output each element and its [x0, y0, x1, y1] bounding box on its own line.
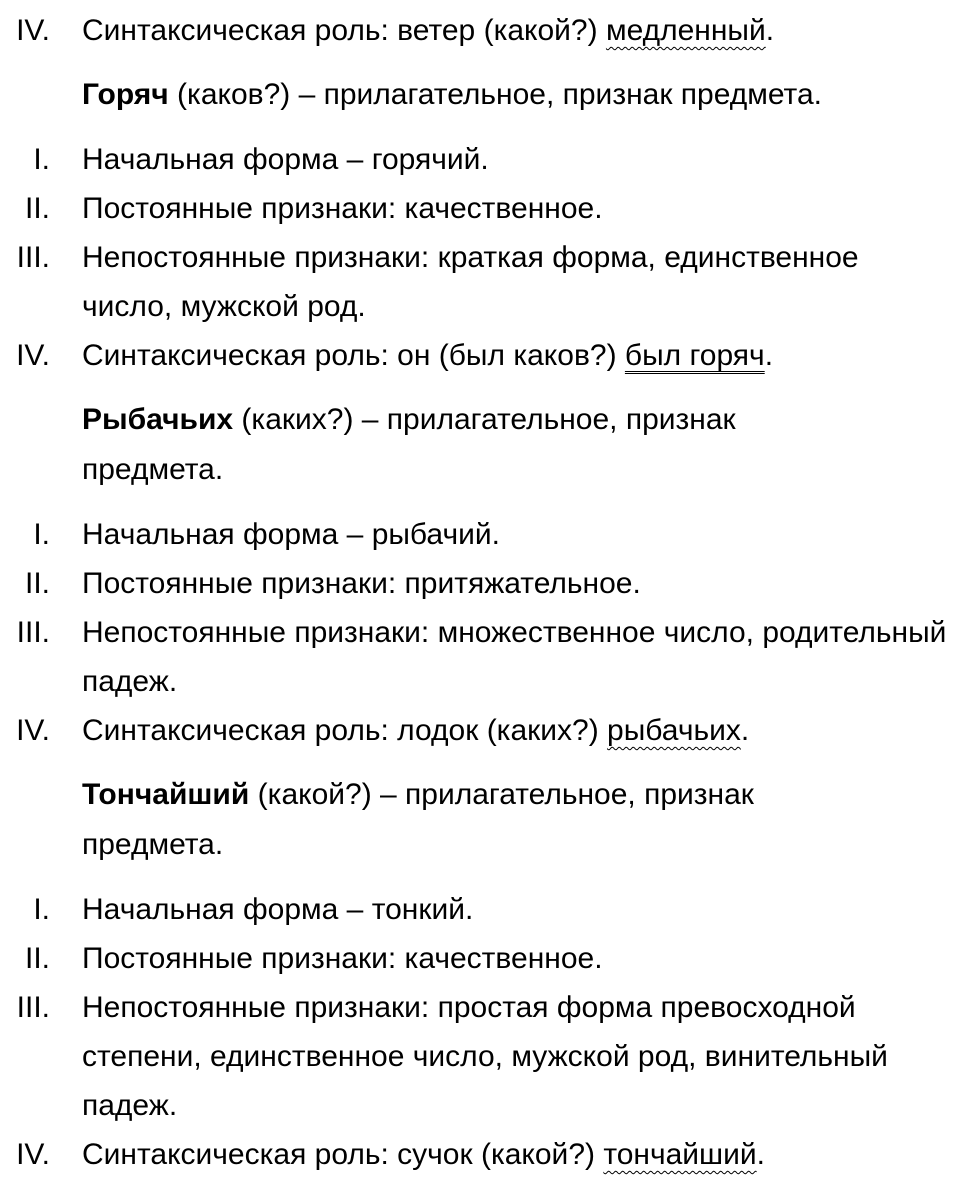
item-text: Начальная форма – тонкий. [82, 893, 474, 926]
word-description: (какой?) – прилагательное, признак предмета. [82, 778, 754, 861]
document-page [0, 6, 960, 1179]
definition-underline: тончайший [603, 1138, 757, 1171]
item-text: Постоянные признаки: притяжательное. [82, 567, 641, 600]
list-item [0, 6, 960, 55]
list-item [0, 983, 960, 1130]
item-number: IV. [16, 14, 50, 47]
analyzed-word: Рыбачьих [82, 403, 234, 436]
list-item [0, 184, 960, 233]
list-item [0, 1130, 960, 1179]
list-item [0, 608, 960, 706]
predicate-underline: был горяч [624, 339, 765, 372]
item-text: Синтаксическая роль: он (был каков?) был горяч. [82, 339, 774, 372]
word-description: (каков?) – прилагательное, признак предмета. [168, 78, 822, 111]
analyzed-word: Горяч [82, 78, 169, 111]
item-text: Постоянные признаки: качественное. [82, 942, 603, 975]
item-number: II. [24, 192, 50, 225]
item-text: Начальная форма – горячий. [82, 143, 489, 176]
word-description: (каких?) – прилагательное, признак предмета. [82, 403, 736, 486]
list-item [0, 233, 960, 331]
list-item [0, 885, 960, 934]
list-item [0, 135, 960, 184]
item-number: I. [33, 518, 50, 551]
definition-underline: медленный [605, 14, 766, 47]
item-number: IV. [16, 339, 50, 372]
item-text: Непостоянные признаки: краткая форма, единственное число, мужской род. [82, 241, 859, 323]
definition-underline: рыбачьих [607, 714, 741, 747]
item-text: Синтаксическая роль: лодок (каких?) рыбачьих. [82, 714, 750, 747]
list-item [0, 706, 960, 755]
list-item [0, 331, 960, 380]
item-number: IV. [16, 1138, 50, 1171]
item-number: II. [24, 942, 50, 975]
item-number: III. [16, 616, 50, 649]
item-text: Начальная форма – рыбачий. [82, 518, 500, 551]
item-text: Непостоянные признаки: простая форма превосходной степени, единственное число, мужской род, винительный падеж. [82, 991, 888, 1122]
item-text: Синтаксическая роль: сучок (какой?) тончайший. [82, 1138, 765, 1171]
item-text: Непостоянные признаки: множественное число, родительный падеж. [82, 616, 947, 698]
item-number: III. [16, 991, 50, 1024]
list-item [0, 510, 960, 559]
word-heading [0, 395, 960, 495]
item-number: I. [33, 893, 50, 926]
item-number: I. [33, 143, 50, 176]
item-number: IV. [16, 714, 50, 747]
list-item [0, 934, 960, 983]
item-number: II. [24, 567, 50, 600]
item-text: Постоянные признаки: качественное. [82, 192, 603, 225]
item-number: III. [16, 241, 50, 274]
item-text: Синтаксическая роль: ветер (какой?) медленный. [82, 14, 775, 47]
word-heading [0, 770, 960, 870]
word-heading [0, 70, 960, 120]
list-item [0, 559, 960, 608]
analyzed-word: Тончайший [82, 778, 250, 811]
